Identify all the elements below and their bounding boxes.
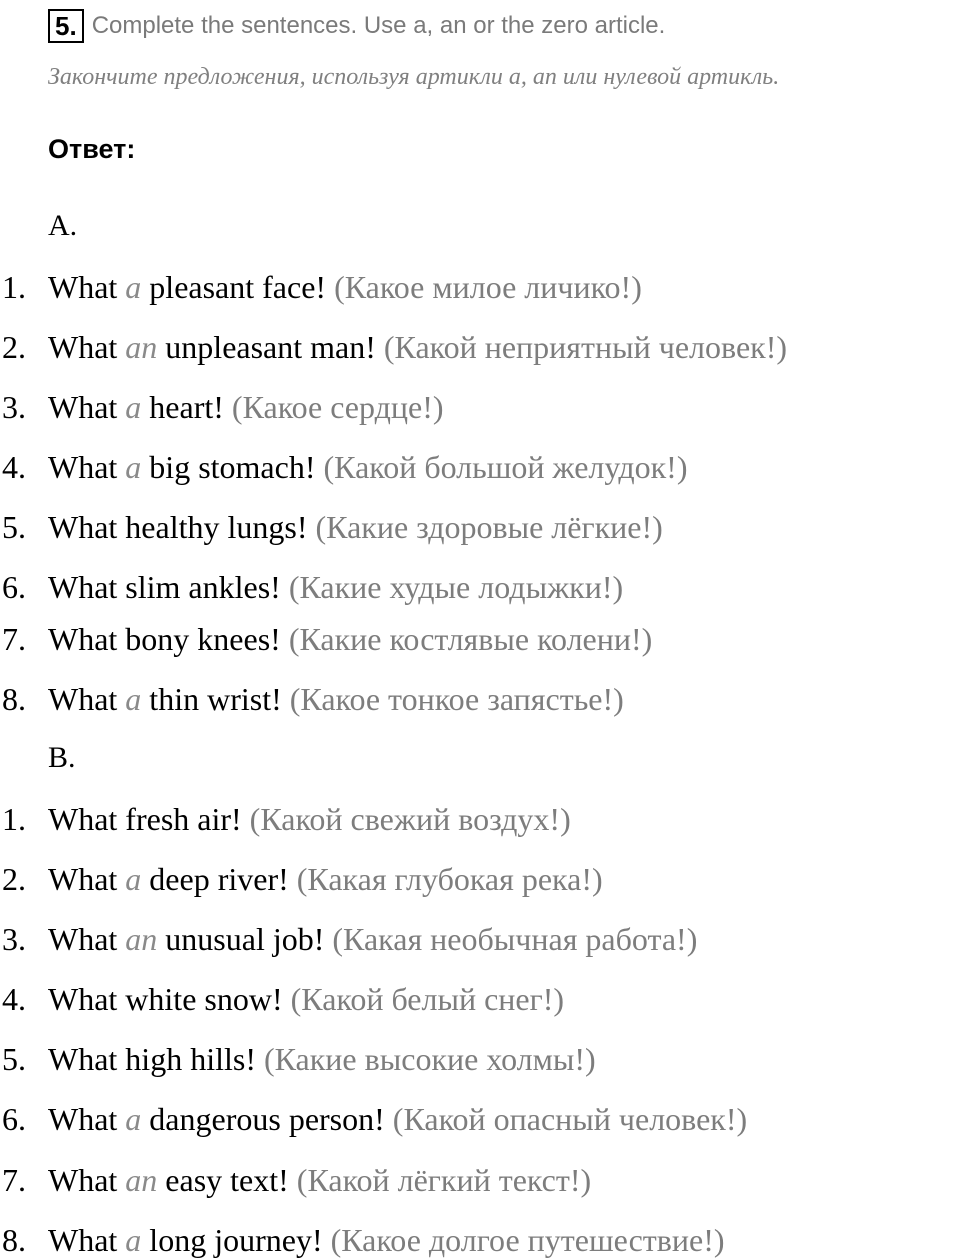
line-translation: (Какая необычная работа!) bbox=[332, 921, 698, 957]
sentence-end: thin wrist! bbox=[141, 681, 290, 717]
task-header bbox=[48, 8, 665, 44]
sentence-end: long journey! bbox=[141, 1222, 331, 1258]
line-number: 5. bbox=[2, 1041, 26, 1077]
answer-line bbox=[0, 1039, 596, 1079]
line-number: 6. bbox=[2, 1101, 26, 1137]
sentence-start: What bbox=[48, 1101, 126, 1137]
line-number: 7. bbox=[2, 621, 26, 657]
article: a bbox=[125, 681, 142, 717]
line-translation: (Какой опасный человек!) bbox=[392, 1101, 748, 1137]
sentence-start: What bony knees! bbox=[48, 621, 289, 657]
section-label: A. bbox=[48, 209, 78, 242]
sentence-end: easy text! bbox=[157, 1162, 297, 1198]
line-number: 6. bbox=[2, 569, 26, 605]
line-translation: (Какой свежий воздух!) bbox=[249, 801, 571, 837]
sentence-end: dangerous person! bbox=[141, 1101, 393, 1137]
article: an bbox=[125, 329, 158, 365]
sentence-end: unusual job! bbox=[157, 921, 333, 957]
line-number: 1. bbox=[2, 269, 26, 305]
sentence-end: deep river! bbox=[141, 861, 297, 897]
article: a bbox=[125, 861, 142, 897]
line-translation: (Какой белый снег!) bbox=[290, 981, 565, 1017]
answer-line bbox=[0, 567, 623, 607]
sentence-start: What high hills! bbox=[48, 1041, 264, 1077]
line-translation: (Какие высокие холмы!) bbox=[263, 1041, 596, 1077]
answer-line bbox=[0, 507, 663, 547]
sentence-start: What fresh air! bbox=[48, 801, 250, 837]
line-translation: (Какие здоровые лёгкие!) bbox=[315, 509, 663, 545]
sentence-start: What bbox=[48, 861, 126, 897]
article: an bbox=[125, 1162, 158, 1198]
answer-line bbox=[0, 919, 697, 959]
article: a bbox=[125, 269, 142, 305]
article: a bbox=[125, 1101, 142, 1137]
sentence-end: heart! bbox=[141, 389, 232, 425]
line-translation: (Какое долгое путешествие!) bbox=[330, 1222, 725, 1258]
sentence-start: What slim ankles! bbox=[48, 569, 289, 605]
answer-line bbox=[0, 799, 571, 839]
line-translation: (Какой неприятный человек!) bbox=[383, 329, 787, 365]
line-translation: (Какое милое личико!) bbox=[334, 269, 642, 305]
line-number: 5. bbox=[2, 509, 26, 545]
sentence-end: pleasant face! bbox=[141, 269, 335, 305]
answer-line bbox=[0, 979, 564, 1019]
line-translation: (Какая глубокая река!) bbox=[296, 861, 603, 897]
line-number: 2. bbox=[2, 329, 26, 365]
sentence-start: What bbox=[48, 921, 126, 957]
article: a bbox=[125, 449, 142, 485]
answer-line bbox=[0, 679, 624, 719]
sentence-end: big stomach! bbox=[141, 449, 324, 485]
section-label: B. bbox=[48, 741, 76, 774]
answer-line bbox=[0, 387, 444, 427]
line-translation: (Какой большой желудок!) bbox=[323, 449, 688, 485]
line-number: 4. bbox=[2, 449, 26, 485]
line-translation: (Какое сердце!) bbox=[231, 389, 444, 425]
line-number: 8. bbox=[2, 1222, 26, 1258]
article: a bbox=[125, 389, 142, 425]
answer-line bbox=[0, 619, 652, 659]
line-number: 3. bbox=[2, 389, 26, 425]
line-number: 8. bbox=[2, 681, 26, 717]
line-number: 7. bbox=[2, 1162, 26, 1198]
sentence-start: What bbox=[48, 269, 126, 305]
sentence-start: What bbox=[48, 389, 126, 425]
answer-line bbox=[0, 1099, 747, 1139]
task-instruction: Complete the sentences. Use a, an or the zero article. bbox=[91, 12, 666, 39]
article: a bbox=[125, 1222, 142, 1258]
line-translation: (Какое тонкое запястье!) bbox=[289, 681, 624, 717]
sentence-start: What white snow! bbox=[48, 981, 291, 1017]
line-number: 3. bbox=[2, 921, 26, 957]
answer-line bbox=[0, 447, 687, 487]
line-number: 1. bbox=[2, 801, 26, 837]
sentence-start: What bbox=[48, 681, 126, 717]
task-number: 5. bbox=[48, 9, 84, 43]
sentence-start: What bbox=[48, 329, 126, 365]
answer-line bbox=[0, 1160, 591, 1200]
answer-line bbox=[0, 859, 603, 899]
sentence-end: unpleasant man! bbox=[157, 329, 384, 365]
answer-line bbox=[0, 327, 787, 367]
sentence-start: What bbox=[48, 1162, 126, 1198]
article: an bbox=[125, 921, 158, 957]
sentence-start: What bbox=[48, 1222, 126, 1258]
line-translation: (Какой лёгкий текст!) bbox=[296, 1162, 592, 1198]
answer-line bbox=[0, 267, 642, 307]
sentence-start: What healthy lungs! bbox=[48, 509, 316, 545]
answer-label: Ответ: bbox=[48, 134, 136, 164]
task-translation: Закончите предложения, используя артикли a, an или нулевой артикль. bbox=[48, 64, 780, 90]
answer-line bbox=[0, 1220, 725, 1260]
line-number: 2. bbox=[2, 861, 26, 897]
line-number: 4. bbox=[2, 981, 26, 1017]
sentence-start: What bbox=[48, 449, 126, 485]
line-translation: (Какие костлявые колени!) bbox=[288, 621, 653, 657]
line-translation: (Какие худые лодыжки!) bbox=[288, 569, 624, 605]
